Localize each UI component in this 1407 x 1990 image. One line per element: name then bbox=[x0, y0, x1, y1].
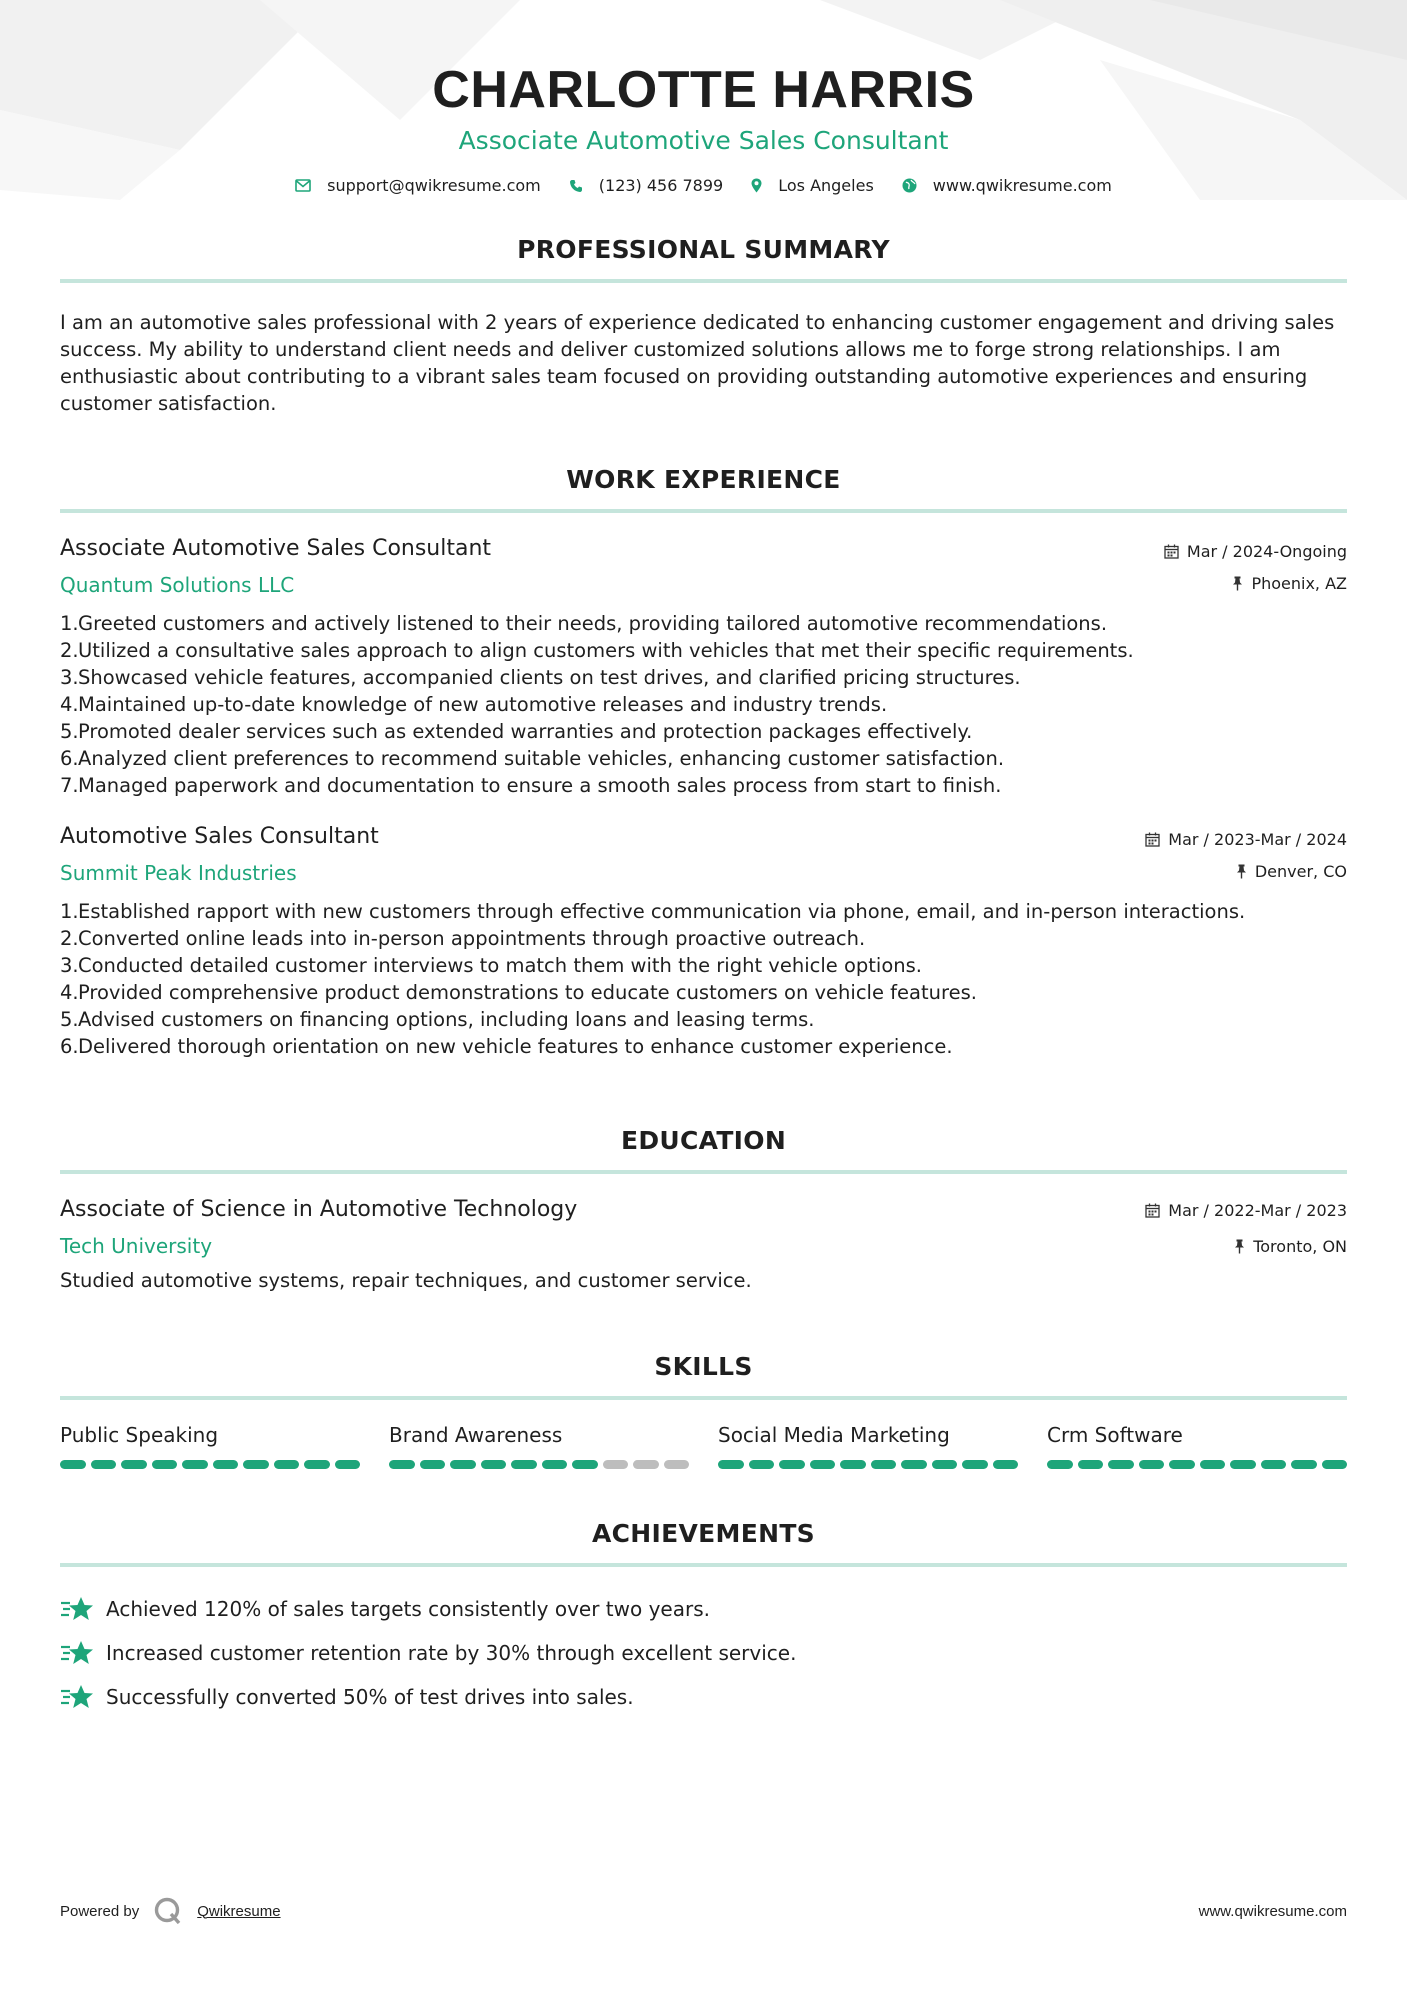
achievements-heading: ACHIEVEMENTS bbox=[592, 1519, 815, 1548]
rating-segment-filled bbox=[335, 1460, 361, 1469]
experience-heading: WORK EXPERIENCE bbox=[566, 465, 841, 494]
contact-location bbox=[751, 176, 874, 195]
phone-text: (123) 456 7899 bbox=[598, 176, 724, 195]
rating-segment-filled bbox=[962, 1460, 988, 1469]
achievement-item bbox=[60, 1631, 1347, 1675]
rating-segment-filled bbox=[1169, 1460, 1195, 1469]
rating-segment-filled bbox=[810, 1460, 836, 1469]
job-dates: Mar / 2024-Ongoing bbox=[1186, 541, 1347, 561]
skill-name: Crm Software bbox=[1047, 1423, 1183, 1447]
rating-segment-filled bbox=[152, 1460, 178, 1469]
rating-segment-filled bbox=[420, 1460, 446, 1469]
rating-segment-filled bbox=[718, 1460, 744, 1469]
rating-segment-filled bbox=[243, 1460, 269, 1469]
job-company: Quantum Solutions LLC bbox=[60, 573, 295, 597]
resume-header bbox=[60, 0, 1347, 195]
section-divider bbox=[60, 509, 1347, 513]
rating-segment-filled bbox=[1230, 1460, 1256, 1469]
achievement-item bbox=[60, 1587, 1347, 1631]
skills-section bbox=[60, 1352, 1347, 1469]
achievement-text: Successfully converted 50% of test drives into sales. bbox=[106, 1685, 634, 1709]
contact-email[interactable] bbox=[295, 176, 541, 195]
job-bullet-list bbox=[60, 898, 1347, 1060]
list-item: 6. Delivered thorough orientation on new vehicle features to enhance customer experience. bbox=[60, 1035, 953, 1058]
rating-segment-filled bbox=[871, 1460, 897, 1469]
location-text: Los Angeles bbox=[778, 176, 874, 195]
pushpin-icon bbox=[1234, 1239, 1245, 1254]
skill-rating bbox=[60, 1460, 360, 1469]
skills-list bbox=[60, 1422, 1347, 1469]
candidate-role: Associate Automotive Sales Consultant bbox=[458, 126, 949, 155]
list-item: 2. Utilized a consultative sales approach to align customers with vehicles that met their specific requirements. bbox=[60, 639, 1134, 662]
list-item: 4. Maintained up-to-date knowledge of new automotive releases and industry trends. bbox=[60, 693, 888, 716]
powered-by-label: Powered by bbox=[60, 1902, 140, 1920]
rating-segment-empty bbox=[633, 1460, 659, 1469]
qwikresume-link[interactable]: Qwikresume bbox=[197, 1902, 281, 1920]
list-item: 3. Showcased vehicle features, accompanied clients on test drives, and clarified pricing structures. bbox=[60, 666, 1021, 689]
phone-icon bbox=[569, 179, 583, 193]
rating-segment-filled bbox=[121, 1460, 147, 1469]
rating-segment-filled bbox=[450, 1460, 476, 1469]
job-location: Phoenix, AZ bbox=[1251, 573, 1347, 593]
rating-segment-filled bbox=[389, 1460, 415, 1469]
pushpin-icon bbox=[1236, 864, 1247, 879]
rating-segment-filled bbox=[91, 1460, 117, 1469]
job-entry bbox=[60, 535, 1347, 799]
skill-item bbox=[1047, 1422, 1347, 1469]
job-entry bbox=[60, 823, 1347, 1060]
rating-segment-filled bbox=[1200, 1460, 1226, 1469]
summary-section bbox=[60, 235, 1347, 417]
website-text: www.qwikresume.com bbox=[932, 176, 1112, 195]
list-item: 1. Established rapport with new customers through effective communication via phone, email, and in-person interactions. bbox=[60, 900, 1246, 923]
achievements-section bbox=[60, 1519, 1347, 1719]
skill-item bbox=[718, 1422, 1018, 1469]
pushpin-icon bbox=[1232, 576, 1243, 591]
list-item: 5. Promoted dealer services such as extended warranties and protection packages effectively. bbox=[60, 720, 973, 743]
rating-segment-filled bbox=[274, 1460, 300, 1469]
list-item: 4. Provided comprehensive product demonstrations to educate customers on vehicle features. bbox=[60, 981, 977, 1004]
skill-name: Social Media Marketing bbox=[718, 1423, 950, 1447]
skills-heading: SKILLS bbox=[654, 1352, 753, 1381]
section-divider bbox=[60, 1396, 1347, 1400]
rating-segment-filled bbox=[481, 1460, 507, 1469]
rating-segment-filled bbox=[840, 1460, 866, 1469]
degree-title: Associate of Science in Automotive Technology bbox=[60, 1197, 578, 1222]
job-dates: Mar / 2023-Mar / 2024 bbox=[1168, 829, 1347, 849]
achievements-list bbox=[60, 1587, 1347, 1719]
summary-heading: PROFESSIONAL SUMMARY bbox=[517, 235, 890, 264]
rating-segment-empty bbox=[664, 1460, 690, 1469]
skill-rating bbox=[718, 1460, 1018, 1469]
rating-segment-filled bbox=[542, 1460, 568, 1469]
section-divider bbox=[60, 279, 1347, 283]
rating-segment-filled bbox=[901, 1460, 927, 1469]
map-marker-icon bbox=[751, 178, 762, 193]
rating-segment-filled bbox=[749, 1460, 775, 1469]
email-text: support@qwikresume.com bbox=[327, 176, 541, 195]
experience-section bbox=[60, 465, 1347, 1060]
education-dates: Mar / 2022-Mar / 2023 bbox=[1168, 1200, 1347, 1220]
skill-item bbox=[389, 1422, 689, 1469]
globe-icon bbox=[902, 178, 917, 193]
skill-item bbox=[60, 1422, 360, 1469]
education-section bbox=[60, 1126, 1347, 1294]
contact-phone[interactable] bbox=[569, 176, 723, 195]
qwikresume-logo-icon bbox=[153, 1896, 183, 1926]
envelope-icon bbox=[295, 179, 311, 192]
rating-segment-filled bbox=[1047, 1460, 1073, 1469]
achievement-item bbox=[60, 1675, 1347, 1719]
skill-name: Public Speaking bbox=[60, 1423, 219, 1447]
rating-segment-filled bbox=[1108, 1460, 1134, 1469]
rating-segment-empty bbox=[603, 1460, 629, 1469]
calendar-icon bbox=[1145, 832, 1160, 847]
job-title: Associate Automotive Sales Consultant bbox=[60, 536, 492, 561]
contact-bar bbox=[60, 176, 1347, 195]
skill-name: Brand Awareness bbox=[389, 1423, 563, 1447]
star-icon bbox=[60, 1595, 94, 1623]
rating-segment-filled bbox=[779, 1460, 805, 1469]
list-item: 7. Managed paperwork and documentation to ensure a smooth sales process from start to finish. bbox=[60, 774, 1002, 797]
job-bullet-list bbox=[60, 610, 1347, 799]
list-item: 2. Converted online leads into in-person appointments through proactive outreach. bbox=[60, 927, 866, 950]
rating-segment-filled bbox=[1261, 1460, 1287, 1469]
education-entry bbox=[60, 1196, 1347, 1294]
page-footer bbox=[60, 1896, 1347, 1926]
school-name: Tech University bbox=[60, 1234, 213, 1258]
list-item: 5. Advised customers on financing options, including loans and leasing terms. bbox=[60, 1008, 815, 1031]
section-divider bbox=[60, 1563, 1347, 1567]
footer-website[interactable]: www.qwikresume.com bbox=[1198, 1902, 1347, 1920]
job-company: Summit Peak Industries bbox=[60, 861, 297, 885]
achievement-text: Achieved 120% of sales targets consistently over two years. bbox=[106, 1597, 710, 1621]
summary-text: I am an automotive sales professional with 2 years of experience dedicated to enhancing customer engagement and driving sales success. My ability to understand client needs and deliver customized solutions allows me to forge strong relationships. I am enthusiastic about contributing to a vibrant sales team focused on providing outstanding automotive experiences and ensuring customer satisfaction. bbox=[60, 311, 1335, 415]
education-description: Studied automotive systems, repair techniques, and customer service. bbox=[60, 1269, 752, 1292]
rating-segment-filled bbox=[304, 1460, 330, 1469]
rating-segment-filled bbox=[1139, 1460, 1165, 1469]
job-title: Automotive Sales Consultant bbox=[60, 824, 379, 849]
calendar-icon bbox=[1145, 1203, 1160, 1218]
calendar-icon bbox=[1164, 544, 1179, 559]
rating-segment-filled bbox=[993, 1460, 1019, 1469]
rating-segment-filled bbox=[60, 1460, 86, 1469]
list-item: 6. Analyzed client preferences to recommend suitable vehicles, enhancing customer satisfaction. bbox=[60, 747, 1005, 770]
candidate-name: CHARLOTTE HARRIS bbox=[432, 61, 975, 119]
star-icon bbox=[60, 1639, 94, 1667]
skill-rating bbox=[389, 1460, 689, 1469]
education-heading: EDUCATION bbox=[620, 1126, 787, 1155]
rating-segment-filled bbox=[1291, 1460, 1317, 1469]
rating-segment-filled bbox=[511, 1460, 537, 1469]
rating-segment-filled bbox=[1078, 1460, 1104, 1469]
rating-segment-filled bbox=[182, 1460, 208, 1469]
education-location: Toronto, ON bbox=[1253, 1236, 1347, 1256]
achievement-text: Increased customer retention rate by 30% through excellent service. bbox=[106, 1641, 797, 1665]
skill-rating bbox=[1047, 1460, 1347, 1469]
rating-segment-filled bbox=[213, 1460, 239, 1469]
list-item: 3. Conducted detailed customer interviews to match them with the right vehicle options. bbox=[60, 954, 922, 977]
rating-segment-filled bbox=[932, 1460, 958, 1469]
section-divider bbox=[60, 1170, 1347, 1174]
job-location: Denver, CO bbox=[1254, 861, 1347, 881]
rating-segment-filled bbox=[1322, 1460, 1348, 1469]
star-icon bbox=[60, 1683, 94, 1711]
list-item: 1. Greeted customers and actively listened to their needs, providing tailored automotive recommendations. bbox=[60, 612, 1108, 635]
contact-website[interactable] bbox=[902, 176, 1112, 195]
rating-segment-filled bbox=[572, 1460, 598, 1469]
